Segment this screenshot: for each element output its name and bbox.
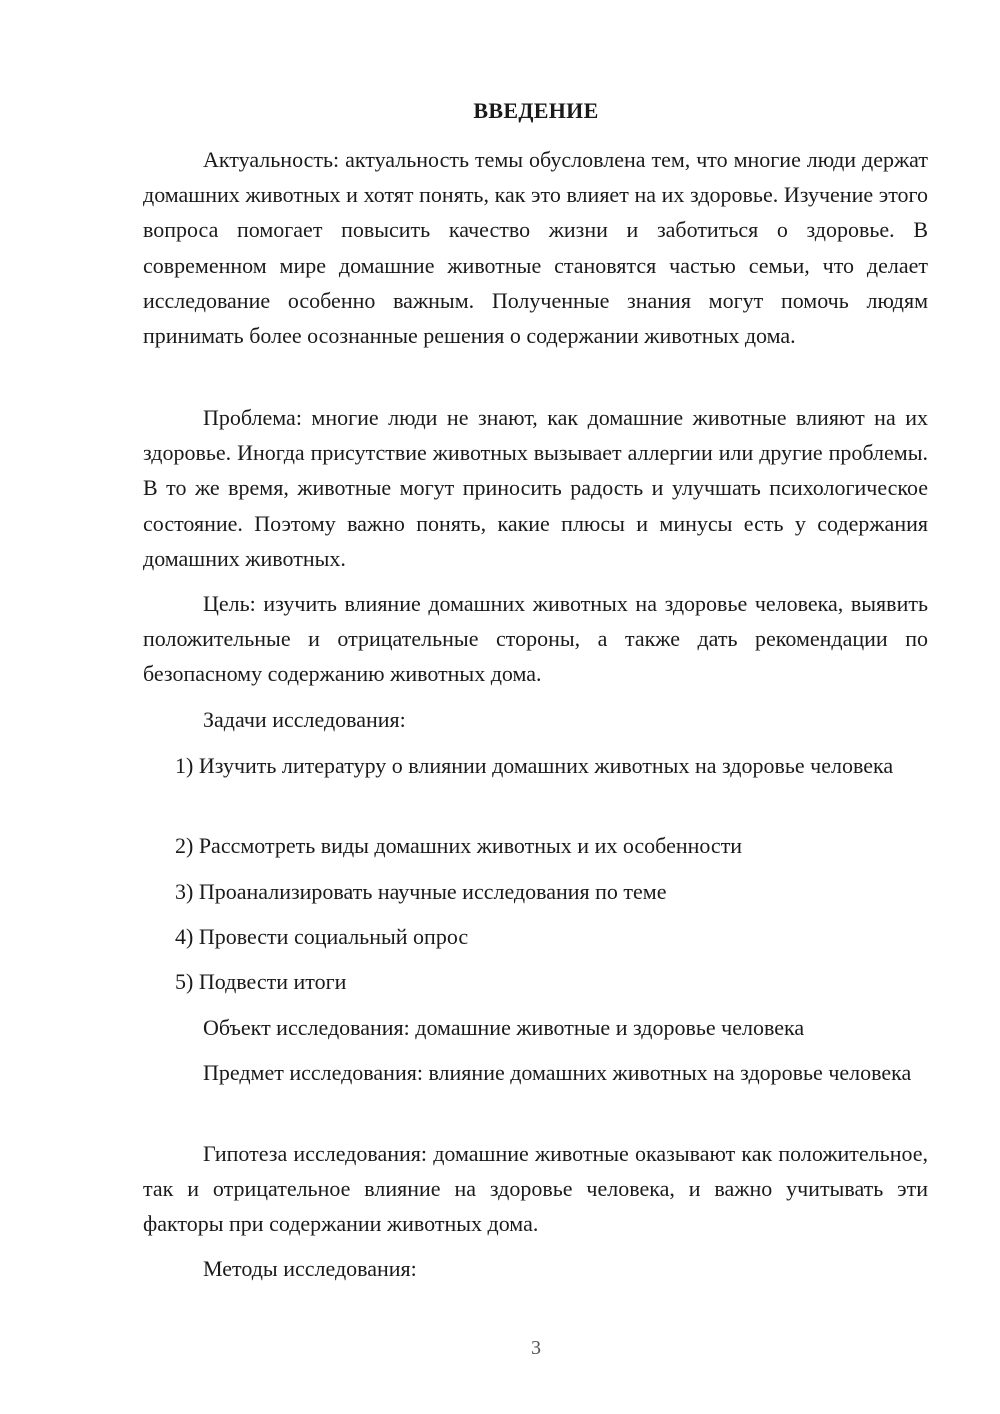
paragraph-problem: Проблема: многие люди не знают, как домашние животные влияют на их здоровье. Иногда присутствие животных вызывает аллергии или другие проблемы. В то же время, животные могут приносить радость и улучшать психологическое состояние. Поэтому важно понять, какие плюсы и минусы есть у содержания домашних животных.: [143, 405, 928, 571]
page-title: ВВЕДЕНИЕ: [473, 98, 599, 123]
task-item-2: 2) Рассмотреть виды домашних животных и их особенности: [175, 833, 743, 858]
task-item-3: 3) Проанализировать научные исследования по теме: [175, 879, 667, 904]
task-item-5: 5) Подвести итоги: [175, 969, 347, 994]
page-number: 3: [531, 1337, 541, 1359]
methods-heading: Методы исследования:: [203, 1256, 417, 1281]
paragraph-object: Объект исследования: домашние животные и здоровье человека: [203, 1015, 805, 1040]
paragraph-relevance: Актуальность: актуальность темы обусловлена тем, что многие люди держат домашних животных и хотят понять, как это влияет на их здоровье. Изучение этого вопроса помогает повысить качество жизни и заботиться о здоровье. В современном мире домашние животные становятся частью семьи, что делает исследование особенно важным. Полученные знания могут помочь людям принимать более осознанные решения о содержании животных дома.: [143, 147, 928, 349]
paragraph-goal: Цель: изучить влияние домашних животных на здоровье человека, выявить положительные и отрицательные стороны, а также дать рекомендации по безопасному содержанию животных дома.: [143, 591, 928, 687]
paragraph-hypothesis: Гипотеза исследования: домашние животные оказывают как положительное, так и отрицательное влияние на здоровье человека, и важно учитывать эти факторы при содержании животных дома.: [143, 1141, 928, 1237]
tasks-heading: Задачи исследования:: [203, 707, 406, 732]
task-item-1: 1) Изучить литературу о влиянии домашних животных на здоровье человека: [175, 753, 894, 778]
task-item-4: 4) Провести социальный опрос: [175, 924, 469, 949]
paragraph-subject: Предмет исследования: влияние домашних животных на здоровье человека: [203, 1060, 912, 1085]
